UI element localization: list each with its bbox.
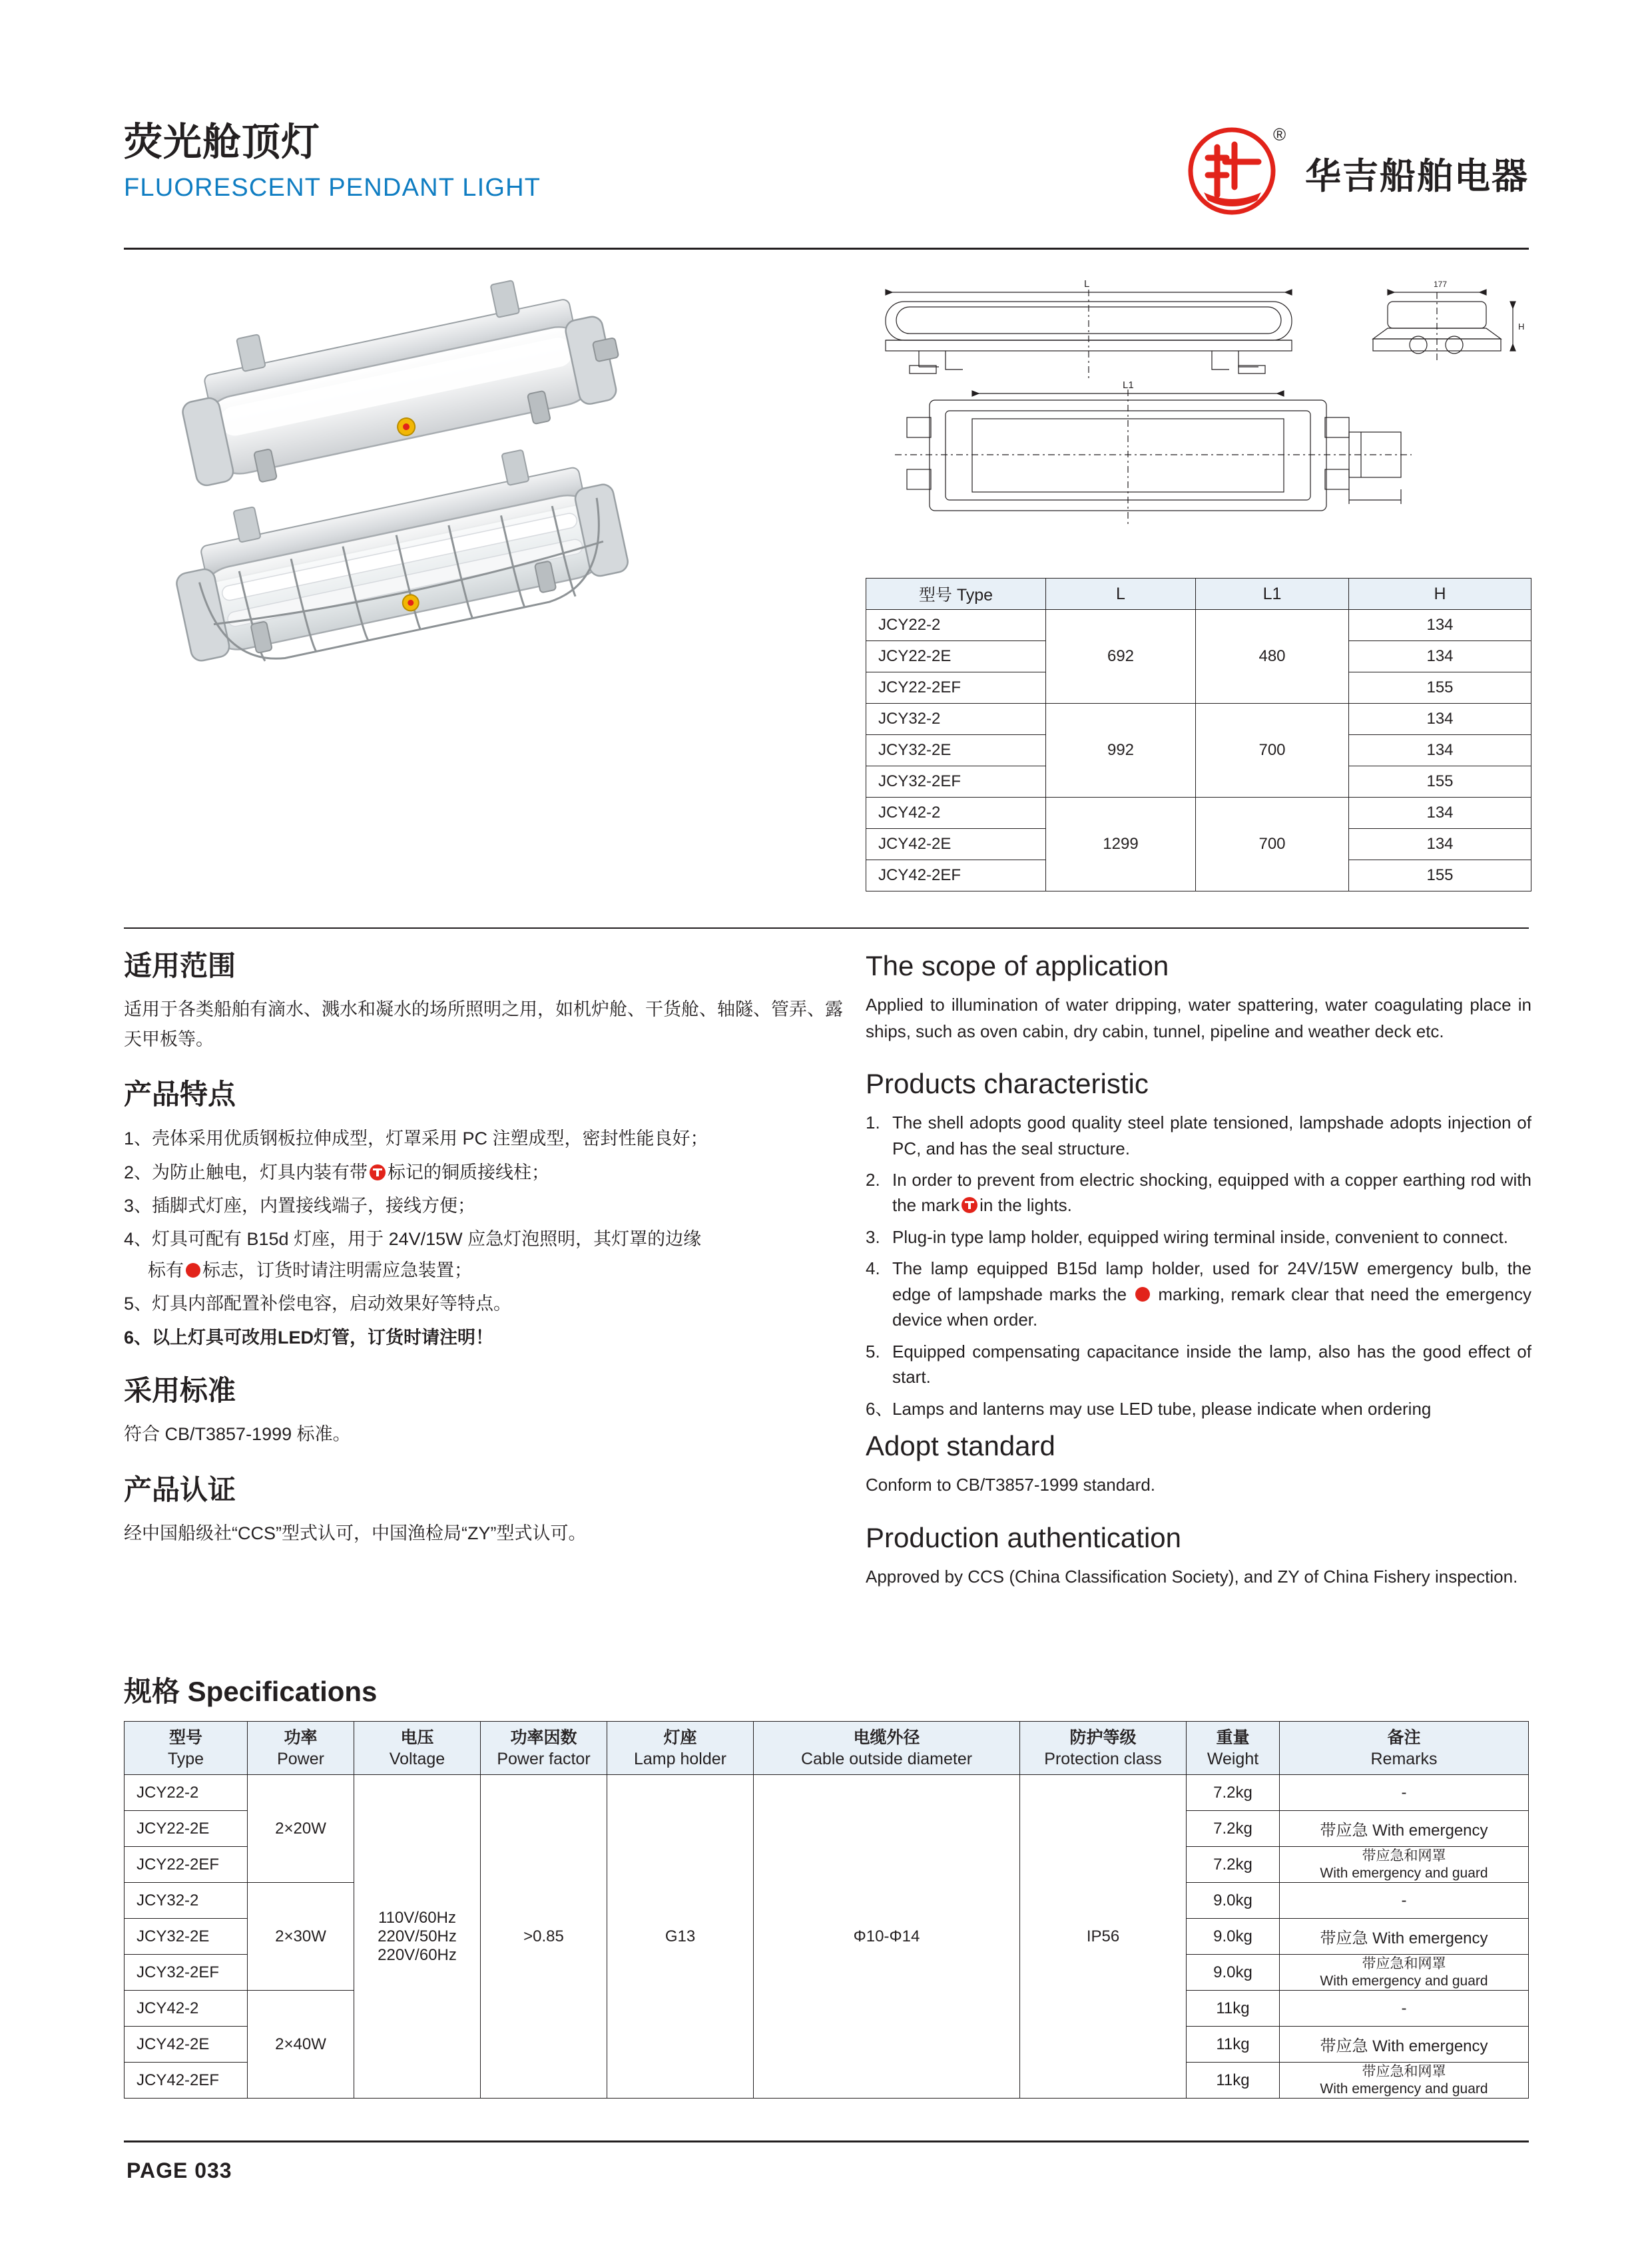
spec-power: 2×30W	[248, 1883, 354, 1991]
list-item	[866, 1396, 1531, 1421]
item-number: 4.	[866, 1258, 880, 1279]
spec-type: JCY42-2	[125, 1991, 248, 2027]
dim-col-l: L	[1046, 579, 1196, 610]
list-item	[866, 1224, 1531, 1250]
text-cert-en: Approved by CCS (China Classification Society), and ZY of China Fishery inspection.	[866, 1566, 1518, 1587]
spec-protection-class: IP56	[1020, 1775, 1187, 2099]
feature4-text-line1: 4、灯具可配有 B15d 灯座，用于 24V/15W 应急灯泡照明，其灯罩的边缘	[124, 1229, 702, 1250]
dim-type: JCY32-2	[866, 704, 1046, 735]
company-logo-icon	[1184, 123, 1290, 223]
dim-h: 155	[1349, 860, 1531, 891]
specifications-table	[124, 1721, 1529, 2099]
dim-label-H: H	[1518, 322, 1525, 332]
spec-remark	[1280, 2063, 1529, 2099]
item-number: 1.	[866, 1113, 880, 1133]
dim-label-L1: L1	[1123, 379, 1134, 391]
technical-drawing	[866, 270, 1531, 556]
item-text: The shell adopts good quality steel plate tensioned, lampshade adopts injection of PC, and has the seal structure.	[892, 1113, 1531, 1158]
spec-col-voltage-cn: 电压	[400, 1728, 434, 1747]
dim-h: 155	[1349, 672, 1531, 704]
spec-col-voltage	[354, 1722, 481, 1775]
item-text: Lamps and lanterns may use LED tube, please indicate when ordering	[892, 1398, 1432, 1419]
heading-cert-en: Production authentication	[866, 1521, 1181, 1553]
dim-col-l1: L1	[1196, 579, 1349, 610]
spec-col-type-en: Type	[167, 1749, 204, 1768]
spec-col-weight-en: Weight	[1207, 1749, 1259, 1768]
list-item	[124, 1224, 850, 1286]
text-standard-en: Conform to CB/T3857-1999 standard.	[866, 1475, 1156, 1495]
spec-col-power	[248, 1722, 354, 1775]
text-scope-en: Applied to illumination of water dripping, water spattering, water coagulating place in ships, such as oven cabin, dry cabin, tunnel, pipeline and weather deck etc.	[866, 995, 1531, 1041]
spec-power-factor: >0.85	[481, 1775, 607, 2099]
spec-col-lampholder	[607, 1722, 754, 1775]
dim-col-h: H	[1349, 579, 1531, 610]
feature4-text-pre: 标有	[148, 1260, 184, 1280]
dim-type: JCY42-2	[866, 798, 1046, 829]
dimension-table-header-row	[866, 579, 1531, 610]
heading-standard-cn: 采用标准	[124, 1375, 236, 1407]
table-row	[866, 704, 1531, 735]
spec-col-cable-cn: 电缆外径	[853, 1728, 920, 1747]
list-features-cn	[124, 1123, 850, 1353]
spec-type: JCY42-2EF	[125, 2063, 248, 2099]
spec-remark: -	[1280, 1991, 1529, 2027]
spec-cable-diameter: Φ10-Φ14	[754, 1775, 1020, 2099]
spec-col-remarks-en: Remarks	[1370, 1749, 1438, 1768]
dim-l: 992	[1046, 704, 1196, 798]
list-item	[866, 1339, 1531, 1390]
earth-mark-icon	[370, 1164, 386, 1180]
dim-type: JCY42-2EF	[866, 860, 1046, 891]
content-column-chinese	[124, 952, 850, 1575]
dim-h: 155	[1349, 766, 1531, 798]
item-text-post: in the lights.	[979, 1195, 1072, 1216]
spec-col-weight	[1187, 1722, 1280, 1775]
dim-l1: 700	[1196, 798, 1349, 891]
spec-weight: 7.2kg	[1187, 1847, 1280, 1883]
spec-type: JCY22-2E	[125, 1811, 248, 1847]
list-item: 5、灯具内部配置补偿电容，启动效果好等特点。	[124, 1294, 512, 1314]
brand-name: 华吉船舶电器	[1305, 156, 1529, 196]
content-column-english	[866, 952, 1531, 1615]
dim-label-W: 177	[1434, 280, 1448, 289]
spec-col-power-en: Power	[277, 1749, 324, 1768]
page-number: PAGE 033	[127, 2158, 232, 2182]
spec-lamp-holder: G13	[607, 1775, 754, 2099]
spec-power: 2×20W	[248, 1775, 354, 1883]
heading-cert-cn: 产品认证	[124, 1473, 236, 1505]
list-features-en	[866, 1110, 1531, 1421]
spec-remark-cn: 带应急和网罩	[1362, 1848, 1446, 1864]
dim-type: JCY32-2EF	[866, 766, 1046, 798]
page-title-en: FLUORESCENT PENDANT LIGHT	[124, 174, 541, 202]
item-number: 3.	[866, 1226, 880, 1247]
list-item: 6、以上灯具可改用LED灯管，订货时请注明！	[124, 1327, 494, 1348]
page-header	[124, 123, 1529, 243]
spec-remark	[1280, 1847, 1529, 1883]
red-dot-icon	[1135, 1287, 1150, 1302]
dim-l: 692	[1046, 610, 1196, 704]
spec-col-cable-en: Cable outside diameter	[800, 1749, 973, 1768]
heading-features-en: Products characteristic	[866, 1068, 1149, 1100]
list-item	[866, 1110, 1531, 1161]
spec-weight: 11kg	[1187, 2027, 1280, 2063]
text-standard-cn: 符合 CB/T3857-1999 标准。	[124, 1424, 351, 1445]
item-text: Plug-in type lamp holder, equipped wiring terminal inside, convenient to connect.	[892, 1226, 1508, 1247]
dim-l1: 700	[1196, 704, 1349, 798]
dim-h: 134	[1349, 641, 1531, 672]
list-item: 3、插脚式灯座，内置接线端子，接线方便；	[124, 1195, 476, 1216]
spec-remark-en: With emergency and guard	[1320, 2081, 1488, 2097]
heading-standard-en: Adopt standard	[866, 1430, 1055, 1462]
dim-type: JCY22-2	[866, 610, 1046, 641]
dim-type: JCY42-2E	[866, 829, 1046, 860]
table-row	[866, 610, 1531, 641]
item-text-pre: In order to prevent from electric shocking, equipped with a copper earthing rod with the mark	[892, 1169, 1531, 1216]
feature2-text-pre: 2、为防止触电，灯具内装有带	[124, 1162, 368, 1182]
item-number: 2.	[866, 1169, 880, 1190]
heading-scope-cn: 适用范围	[124, 950, 236, 981]
heading-scope-en: The scope of application	[866, 950, 1169, 981]
feature2-text-post: 标记的铜质接线柱；	[388, 1162, 550, 1182]
product-photos	[127, 266, 852, 792]
spec-col-remarks	[1280, 1722, 1529, 1775]
dim-label-L: L	[1084, 278, 1090, 290]
spec-remark: 带应急 With emergency	[1280, 2027, 1529, 2063]
spec-type: JCY22-2	[125, 1775, 248, 1811]
item-text-post: marking, remark clear that need the emergency device when order.	[892, 1284, 1531, 1330]
spec-remark: -	[1280, 1775, 1529, 1811]
list-item	[124, 1157, 850, 1188]
feature4-text-post: 标志，订货时请注明需应急装置；	[202, 1260, 472, 1280]
spec-remark-cn: 带应急和网罩	[1362, 1956, 1446, 1972]
heading-features-cn: 产品特点	[124, 1079, 236, 1111]
dim-col-type: 型号 Type	[866, 579, 1046, 610]
section-divider	[124, 927, 1529, 929]
item-number: 6、	[866, 1398, 893, 1419]
spec-voltage-line: 220V/60Hz	[378, 1945, 457, 1964]
dim-type: JCY22-2EF	[866, 672, 1046, 704]
page-title-cn: 荧光舱顶灯	[124, 121, 321, 164]
spec-remark-en: With emergency and guard	[1320, 1865, 1488, 1881]
dim-l: 1299	[1046, 798, 1196, 891]
spec-power: 2×40W	[248, 1991, 354, 2099]
dim-h: 134	[1349, 798, 1531, 829]
dim-h: 134	[1349, 735, 1531, 766]
spec-remark: -	[1280, 1883, 1529, 1919]
item-text: Equipped compensating capacitance inside the lamp, also has the good effect of start.	[892, 1341, 1531, 1387]
spec-type: JCY32-2	[125, 1883, 248, 1919]
spec-weight: 7.2kg	[1187, 1775, 1280, 1811]
spec-col-lampholder-cn: 灯座	[663, 1728, 697, 1747]
table-row	[866, 798, 1531, 829]
spec-col-powerfactor-cn: 功率因数	[510, 1728, 577, 1747]
spec-col-powerfactor	[481, 1722, 607, 1775]
spec-col-protection	[1020, 1722, 1187, 1775]
text-scope-cn: 适用于各类船舶有滴水、溅水和凝水的场所照明之用，如机炉舱、干货舱、轴隧、管弄、露天甲板等。	[124, 999, 843, 1049]
earth-mark-icon	[962, 1197, 977, 1213]
spec-type: JCY22-2EF	[125, 1847, 248, 1883]
spec-col-type-cn: 型号	[168, 1728, 202, 1747]
spec-remark-en: With emergency and guard	[1320, 1973, 1488, 1989]
footer-divider	[124, 2140, 1529, 2142]
spec-col-lampholder-en: Lamp holder	[634, 1749, 726, 1768]
spec-weight: 11kg	[1187, 1991, 1280, 2027]
spec-col-power-cn: 功率	[284, 1728, 318, 1747]
spec-remark: 带应急 With emergency	[1280, 1919, 1529, 1955]
spec-voltage-line: 110V/60Hz	[378, 1908, 456, 1927]
spec-col-cable	[754, 1722, 1020, 1775]
dim-h: 134	[1349, 829, 1531, 860]
spec-remark-cn: 带应急和网罩	[1362, 2064, 1446, 2080]
table-row	[125, 1775, 1529, 1811]
dim-h: 134	[1349, 610, 1531, 641]
spec-type: JCY42-2E	[125, 2027, 248, 2063]
specifications-title: 规格 Specifications	[124, 1676, 378, 1707]
dim-type: JCY32-2E	[866, 735, 1046, 766]
item-number: 5.	[866, 1341, 880, 1362]
spec-col-powerfactor-en: Power factor	[497, 1749, 591, 1768]
red-dot-icon	[186, 1263, 200, 1278]
dim-h: 134	[1349, 704, 1531, 735]
spec-col-type	[125, 1722, 248, 1775]
item-text-pre: The lamp equipped B15d lamp holder, used for 24V/15W emergency bulb, the edge of lampshade marks the	[892, 1258, 1531, 1304]
spec-weight: 9.0kg	[1187, 1955, 1280, 1991]
spec-type: JCY32-2E	[125, 1919, 248, 1955]
spec-col-voltage-en: Voltage	[389, 1749, 445, 1768]
spec-weight: 7.2kg	[1187, 1811, 1280, 1847]
spec-remark: 带应急 With emergency	[1280, 1811, 1529, 1847]
spec-voltage-line: 220V/50Hz	[378, 1927, 457, 1945]
spec-table-header-row	[125, 1722, 1529, 1775]
spec-weight: 9.0kg	[1187, 1919, 1280, 1955]
dim-l1: 480	[1196, 610, 1349, 704]
spec-col-protection-cn: 防护等级	[1069, 1728, 1137, 1747]
spec-voltage	[354, 1775, 481, 2099]
header-divider	[124, 248, 1529, 250]
list-item: 1、壳体采用优质钢板拉伸成型，灯罩采用 PC 注塑成型，密封性能良好；	[124, 1128, 708, 1149]
spec-remark	[1280, 1955, 1529, 1991]
dimension-table	[866, 578, 1531, 891]
spec-col-protection-en: Protection class	[1044, 1749, 1162, 1768]
spec-col-remarks-cn: 备注	[1387, 1728, 1421, 1747]
spec-weight: 11kg	[1187, 2063, 1280, 2099]
spec-weight: 9.0kg	[1187, 1883, 1280, 1919]
registered-mark: ®	[1273, 125, 1286, 144]
list-item	[866, 1256, 1531, 1332]
lamp-photo-upper	[127, 266, 852, 792]
list-item	[866, 1167, 1531, 1218]
brand-block	[1184, 123, 1529, 223]
dim-type: JCY22-2E	[866, 641, 1046, 672]
text-cert-cn: 经中国船级社“CCS”型式认可，中国渔检局“ZY”型式认可。	[124, 1523, 587, 1543]
spec-col-weight-cn: 重量	[1216, 1728, 1250, 1747]
spec-type: JCY32-2EF	[125, 1955, 248, 1991]
